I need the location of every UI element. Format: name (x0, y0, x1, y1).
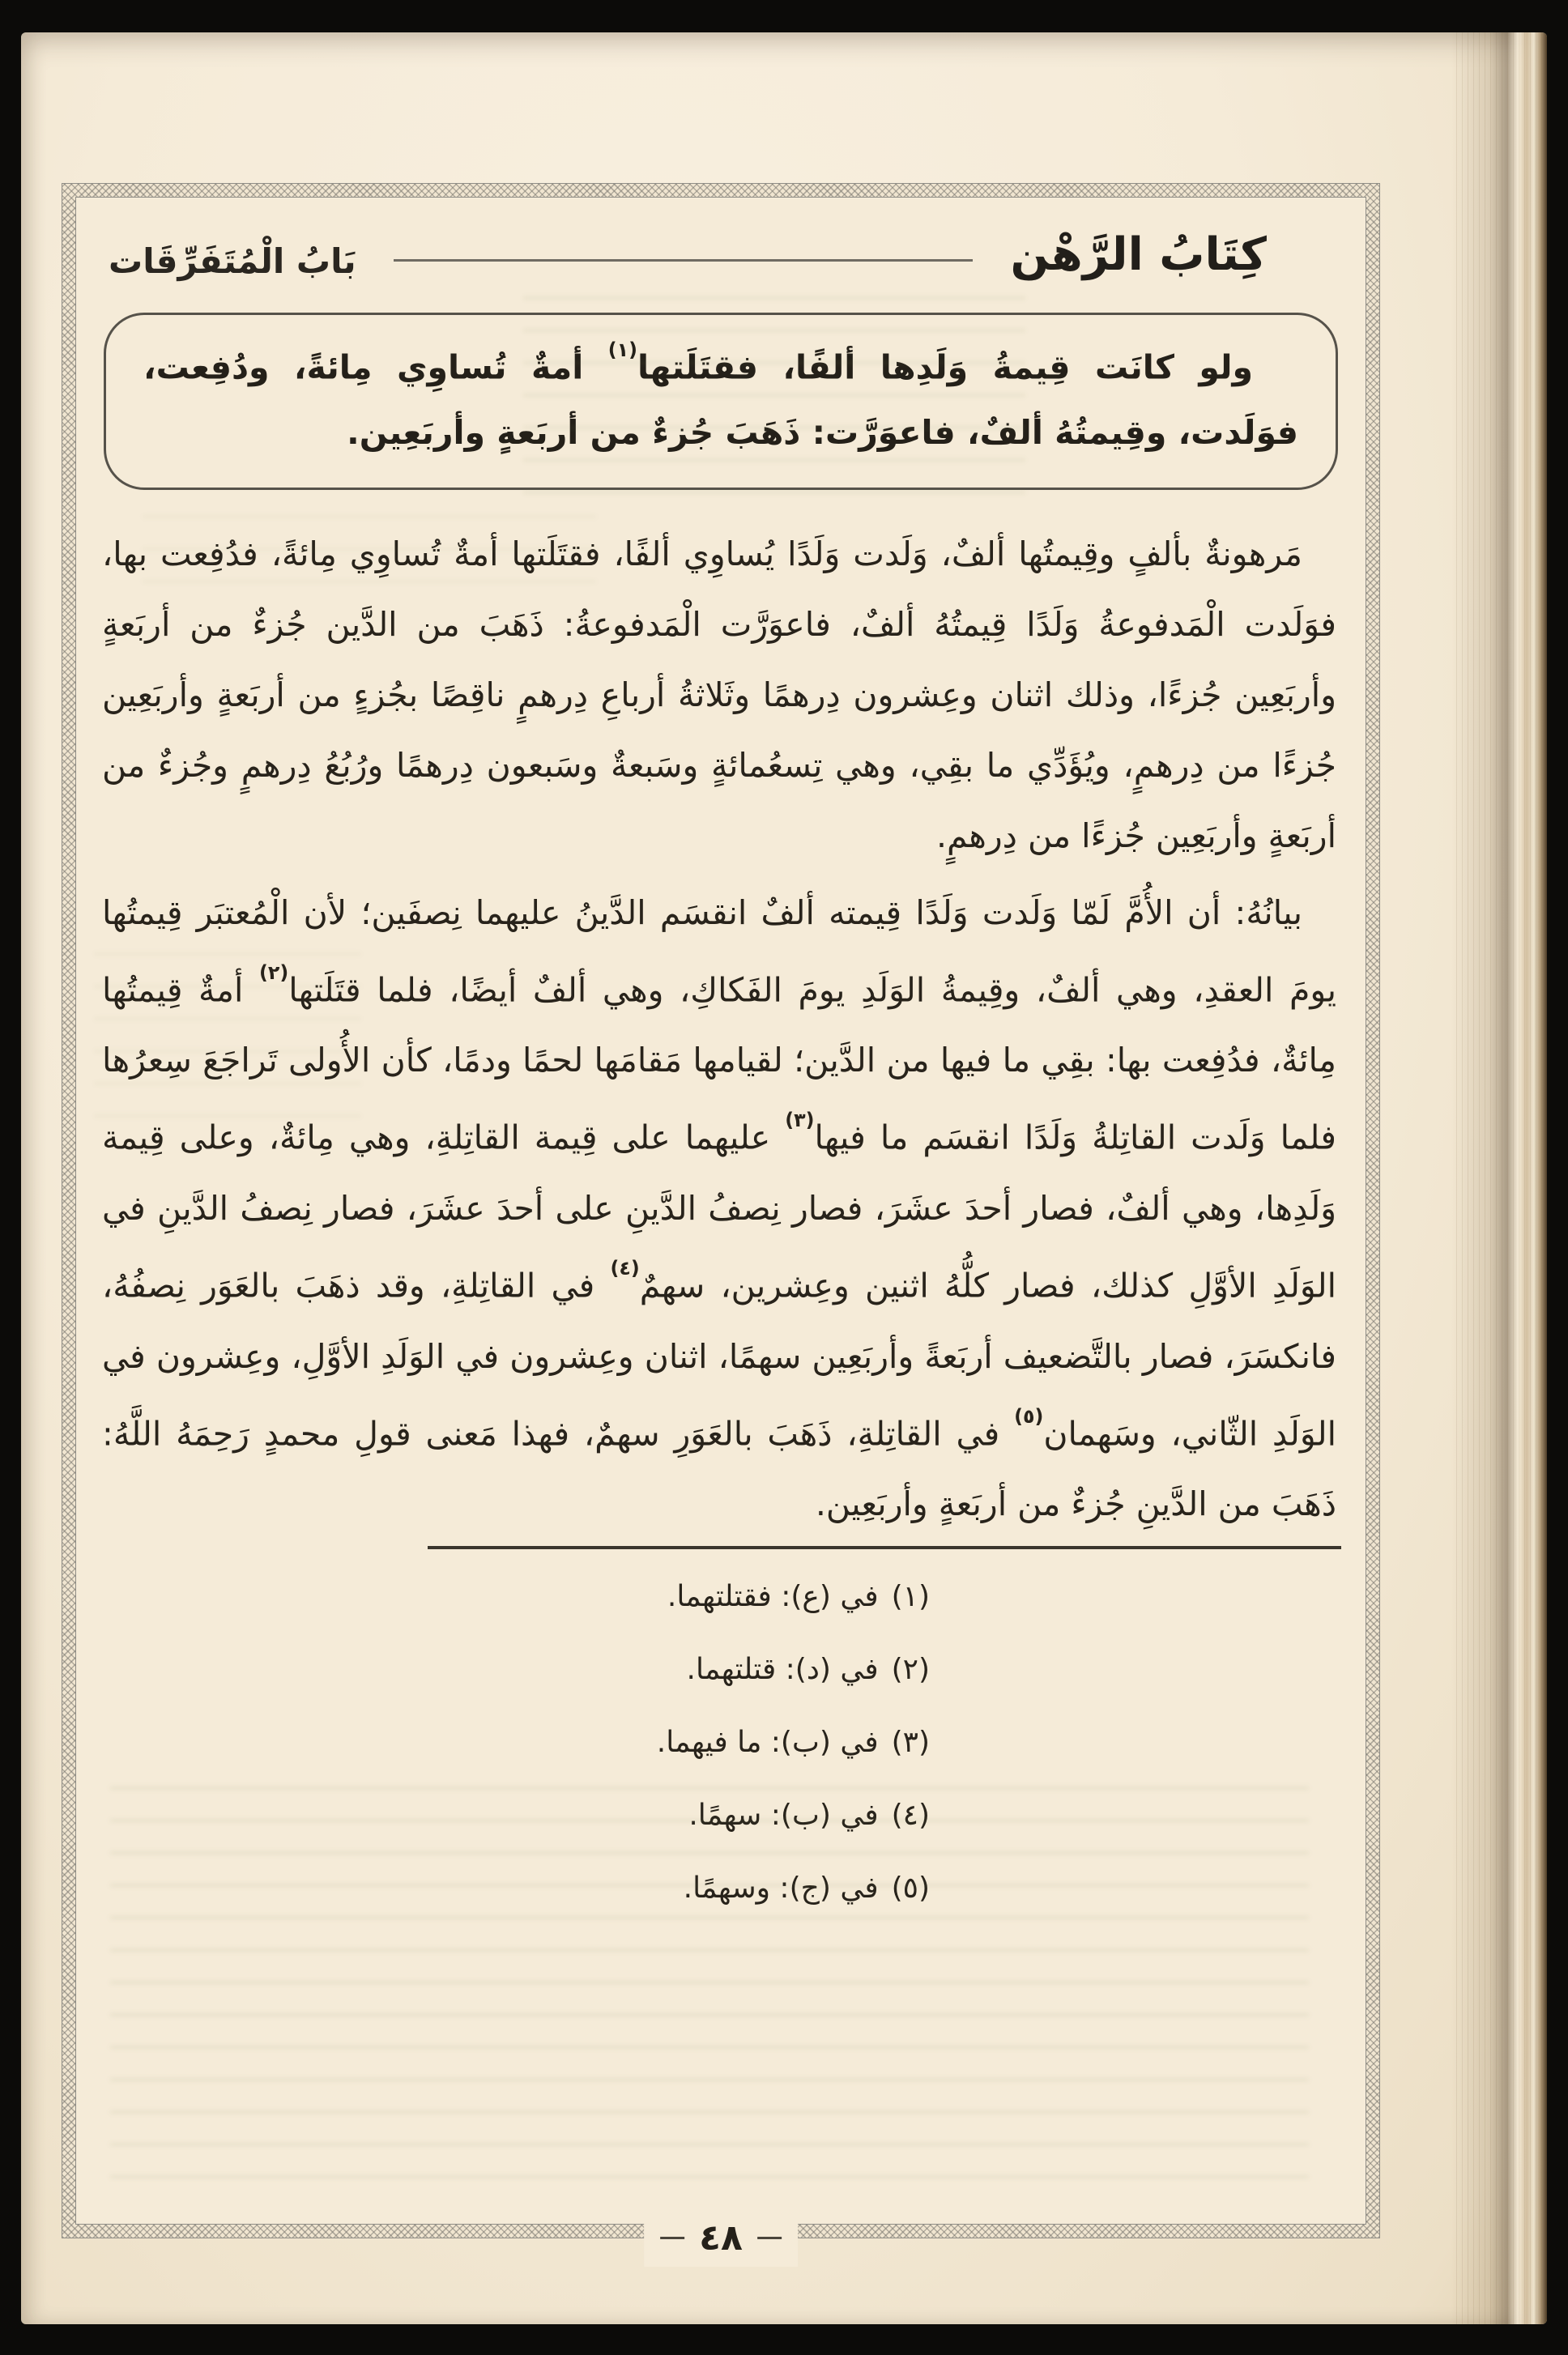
paragraph-segment: أمةٌ قِيمتُها مِائةٌ، فدُفِعت بها: بقِي ما فيها من الدَّين؛ لقيامها مَقامَها لحمًا ودمًا، كأن الأُولى تَراجَعَ سِعرُها فلما وَلَدت القاتِلةُ وَلَدًا انقسَم ما فيها (102, 970, 1336, 1157)
matn-segment: أمةٌ تُساوِي مِائةً، ودُفِعت، فوَلَدت، وقِيمتُهُ ألفٌ، فاعوَرَّت: ذَهَبَ جُزءٌ من أربَعةٍ وأربَعِين. (143, 347, 1298, 452)
page-content (75, 197, 1366, 2225)
paragraph-segment: في القاتِلةِ، ذَهَبَ بالعَوَرِ سهمٌ، فهذا مَعنى قولِ محمدٍ رَحِمَهُ اللَّهُ: ذَهَبَ من الدَّينِ جُزءٌ من أربَعةٍ وأربَعِين. (102, 1414, 1336, 1524)
footnote-number: (٢) (891, 1653, 930, 1687)
book-page (21, 32, 1547, 2324)
paragraph-segment: بيانُهُ: أن الأُمَّ لَمّا وَلَدت وَلَدًا قِيمته ألفٌ انقسَم الدَّينُ عليهما نِصفَين؛ لأن الْمُعتبَر قِيمتُها يومَ العقدِ، وهي ألفٌ، وقِيمةُ الوَلَدِ يومَ الفَكاكِ، وهي ألفٌ أيضًا، فلما قتَلَتها (102, 892, 1336, 1010)
paragraph-segment: في القاتِلةِ، وقد ذهَبَ بالعَوَر نِصفُهُ، فانكسَرَ، فصار بالتَّضعيف أربَعةً وأربَعِين سهمًا، اثنان وعِشرون في الوَلَدِ الأوَّلِ، وعِشرون في الوَلَدِ الثّاني، وسَهمان (102, 1266, 1336, 1454)
footnote-item (100, 1852, 930, 1925)
footnote-ref-3: (٣) (785, 1109, 815, 1132)
footnote-item (100, 1706, 930, 1779)
footnote-number: (٤) (891, 1799, 930, 1833)
paragraph-2 (102, 878, 1336, 1540)
footnote-separator (428, 1546, 1341, 1549)
footnote-ref-5: (٥) (1014, 1404, 1044, 1428)
footnote-text: في (ب): ما فيهما. (656, 1726, 879, 1760)
ornament-dash-icon (660, 2237, 684, 2239)
footnote-text: في (ع): فقتلتهما. (667, 1580, 879, 1614)
footnote-text: في (ب): سهمًا. (688, 1799, 879, 1833)
footnote-ref-2: (٢) (259, 960, 289, 984)
matn-box (104, 313, 1338, 490)
footnote-ref-1: (١) (607, 338, 637, 361)
page-number: ٤٨ (699, 2217, 743, 2259)
footnote-number: (٥) (891, 1872, 930, 1906)
footnote-text: في (د): قتلتهما. (686, 1653, 879, 1687)
paragraph-1: مَرهونةٌ بألفٍ وقِيمتُها ألفٌ، وَلَدت وَلَدًا يُساوِي ألفًا، فقتَلَتها أمةٌ تُساوِي مِائةً، فدُفِعت بها، فوَلَدت الْمَدفوعةُ وَلَدًا قِيمتُهُ ألفٌ، فاعوَرَّت الْمَدفوعةُ: ذَهَبَ من الدَّين جُزءٌ من أربَعةٍ وأربَعِين جُزءًا، وذلك اثنان وعِشرون دِرهمًا وثَلاثةُ أرباعِ دِرهمٍ ناقِصًا بجُزءٍ من أربَعةٍ وأربَعِين جُزءًا من دِرهمٍ، ويُؤَدِّي ما بقِي، وهي تِسعُمائةٍ وسَبعةٌ وسَبعون دِرهمًا ورُبُعُ دِرهمٍ وجُزءٌ من أربَعةٍ وأربَعِين جُزءًا من دِرهمٍ. (102, 534, 1336, 855)
footnote-ref-4: (٤) (610, 1256, 640, 1280)
footnote-item (100, 1633, 930, 1706)
page-header (100, 211, 1341, 298)
matn-text (143, 328, 1298, 465)
header-rule (394, 259, 974, 262)
book-page-edge (1451, 32, 1547, 2324)
paragraph-segment: عليهما على قِيمة القاتِلةِ، وهي مِائةٌ، وعلى قِيمة وَلَدِها، وهي ألفٌ، فصار أحدَ عشَرَ، فصار نِصفُ الدَّينِ على أحدَ عشَرَ، فصار نِصفُ الدَّينِ في الوَلَدِ الأوَّلِ كذلك، فصار كلُّهُ اثنين وعِشرين، سهمٌ (102, 1118, 1336, 1305)
chapter-title: بَابُ الْمُتَفَرِّقَات (109, 241, 356, 281)
matn-segment: ولو كانَت قِيمةُ وَلَدِها ألفًا، فقتَلَتها (637, 347, 1254, 387)
page-number-badge (644, 2208, 798, 2267)
footnote-item (100, 1779, 930, 1852)
footnote-number: (٣) (891, 1726, 930, 1760)
footnote-number: (١) (891, 1580, 930, 1614)
ornamental-border (62, 183, 1380, 2259)
footnote-item (100, 1561, 930, 1633)
book-title: كِتَابُ الرَّهْن (1010, 228, 1267, 281)
footnotes-list (100, 1561, 1341, 1925)
commentary (100, 517, 1341, 1540)
footnote-text: في (ج): وسهمًا. (683, 1872, 879, 1906)
ornament-dash-icon (757, 2237, 782, 2239)
